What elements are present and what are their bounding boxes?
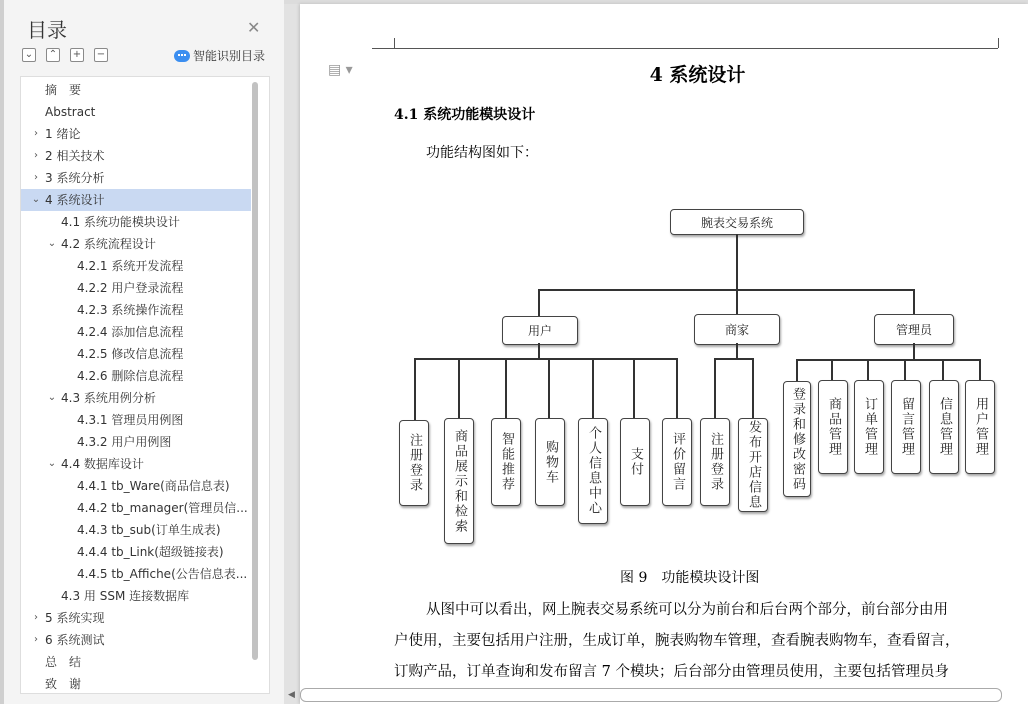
- diagram-merchant-child: 发布开店信息: [738, 418, 768, 512]
- diagram-line: [752, 358, 754, 418]
- diagram-line: [505, 358, 507, 418]
- toc-item[interactable]: [21, 629, 251, 651]
- toc-item[interactable]: [21, 233, 251, 255]
- intro-text: 功能结构图如下：: [426, 145, 538, 161]
- toc-item-label: 5 系统实现: [45, 611, 105, 625]
- toc-item-label: 摘 要: [45, 83, 82, 97]
- diagram-user-child: 个人信息中心: [578, 418, 608, 524]
- diagram-user-child: 评价留言: [662, 418, 692, 506]
- section-title: 4.1 系统功能模块设计: [394, 107, 536, 123]
- toc-item[interactable]: [21, 431, 251, 453]
- page-icon[interactable]: ▤ ▾: [328, 62, 353, 78]
- diagram-user-child: 智能推荐: [491, 418, 521, 506]
- chevron-down-icon[interactable]: ⌄: [47, 458, 57, 469]
- diagram-line: [633, 358, 635, 418]
- chevron-down-icon[interactable]: ⌄: [31, 194, 41, 205]
- diagram-line: [913, 289, 915, 314]
- toc-item[interactable]: [21, 299, 251, 321]
- diagram-user-box: 用户: [502, 316, 578, 345]
- toc-item-label: 4.3 系统用例分析: [61, 391, 156, 405]
- toc-item[interactable]: [21, 519, 251, 541]
- toc-item[interactable]: [21, 167, 251, 189]
- figure-caption: 图 9 功能模块设计图: [620, 570, 760, 586]
- diagram-admin-box: 管理员: [874, 314, 954, 345]
- panel-edge: [0, 0, 4, 704]
- scroll-left-icon[interactable]: ◀: [288, 690, 295, 700]
- horizontal-scrollbar[interactable]: [300, 688, 1002, 702]
- toc-item[interactable]: [21, 343, 251, 365]
- diagram-line: [676, 358, 678, 418]
- header-corner-right: [998, 38, 999, 48]
- toc-item[interactable]: [21, 145, 251, 167]
- diagram-user-child: 支付: [620, 418, 650, 506]
- toc-item-label: 4.3.1 管理员用例图: [77, 413, 184, 427]
- toc-item[interactable]: [21, 101, 251, 123]
- toc-item-label: 总 结: [45, 655, 82, 669]
- diagram-line: [736, 343, 738, 359]
- toc-item-label: 6 系统测试: [45, 633, 105, 647]
- body-text-line: 从图中可以看出，网上腕表交易系统可以分为前台和后台两个部分，前台部分由用: [426, 602, 948, 618]
- diagram-user-child: 注册登录: [399, 420, 429, 506]
- diagram-admin-child: 订单管理: [854, 380, 884, 474]
- diagram-line: [538, 289, 540, 316]
- diagram-admin-child: 用户管理: [965, 380, 995, 474]
- toc-item[interactable]: [21, 211, 251, 233]
- diagram-line: [904, 359, 906, 380]
- chevron-right-icon[interactable]: ›: [34, 128, 38, 139]
- document-gutter: [284, 4, 300, 704]
- diagram-line: [867, 359, 869, 380]
- diagram-line: [714, 358, 753, 360]
- toc-item-label: 4.2.2 用户登录流程: [77, 281, 184, 295]
- toc-item[interactable]: [21, 277, 251, 299]
- collapse-all-icon[interactable]: ⌄: [22, 48, 36, 62]
- plus-icon[interactable]: +: [70, 48, 84, 62]
- toc-item[interactable]: [21, 321, 251, 343]
- toc-item[interactable]: [21, 541, 251, 563]
- diagram-line: [796, 359, 798, 381]
- chevron-down-icon[interactable]: ⌄: [47, 392, 57, 403]
- chevron-right-icon[interactable]: ›: [34, 172, 38, 183]
- toc-scrollbar[interactable]: [252, 82, 258, 660]
- toc-item-label: 4.3.2 用户用例图: [77, 435, 172, 449]
- toc-item-label: 4.4.4 tb_Link(超级链接表): [77, 545, 224, 559]
- toc-item[interactable]: [21, 475, 251, 497]
- toc-item-label: 1 绪论: [45, 127, 81, 141]
- toc-item-label: 4.2.5 修改信息流程: [77, 347, 184, 361]
- diagram-line: [942, 359, 944, 380]
- diagram-line: [736, 289, 738, 314]
- chevron-right-icon[interactable]: ›: [34, 612, 38, 623]
- toc-item-label: 致 谢: [45, 677, 82, 691]
- chevron-down-icon[interactable]: ⌄: [47, 238, 57, 249]
- diagram-admin-child: 留言管理: [891, 380, 921, 474]
- smart-toc-button[interactable]: [174, 47, 265, 64]
- diagram-line: [414, 358, 416, 420]
- diagram-root-box: 腕表交易系统: [670, 209, 804, 235]
- toc-item-label: 4.2.1 系统开发流程: [77, 259, 184, 273]
- diagram-line: [913, 343, 915, 360]
- toc-item-label: 4.2.6 删除信息流程: [77, 369, 184, 383]
- toc-item-label: 4.4 数据库设计: [61, 457, 144, 471]
- toc-item-label: 4.4.1 tb_Ware(商品信息表): [77, 479, 230, 493]
- toc-item-label: 3 系统分析: [45, 171, 105, 185]
- chevron-right-icon[interactable]: ›: [34, 634, 38, 645]
- header-rule: [372, 48, 998, 49]
- diagram-line: [548, 358, 550, 418]
- smart-toc-label: 智能识别目录: [193, 49, 266, 63]
- toc-item[interactable]: [21, 387, 251, 409]
- toc-item[interactable]: [21, 607, 251, 629]
- diagram-admin-child: 登录和修改密码: [783, 381, 811, 497]
- diagram-line: [458, 358, 460, 418]
- toc-item[interactable]: [21, 453, 251, 475]
- diagram-admin-child: 信息管理: [929, 380, 959, 474]
- diagram-line: [714, 358, 716, 418]
- toc-panel: [0, 0, 285, 704]
- toc-list: [20, 76, 270, 694]
- toc-item-label: 4.1 系统功能模块设计: [61, 215, 180, 229]
- toc-item[interactable]: [21, 365, 251, 387]
- toc-item[interactable]: [21, 585, 251, 607]
- toc-item-label: 4.2 系统流程设计: [61, 237, 156, 251]
- toc-item[interactable]: [21, 673, 251, 694]
- toc-item[interactable]: [21, 563, 251, 585]
- toc-title: 目录: [27, 18, 67, 42]
- smart-toc-icon: [174, 50, 190, 62]
- diagram-user-child: 商品展示和检索: [444, 418, 474, 544]
- toc-item[interactable]: [21, 497, 251, 519]
- toc-item-label: 4.4.2 tb_manager(管理员信...: [77, 501, 248, 515]
- diagram-user-child: 购物车: [535, 418, 565, 506]
- diagram-admin-child: 商品管理: [818, 380, 848, 474]
- toc-item[interactable]: [21, 79, 251, 101]
- chapter-title: 4 系统设计: [649, 64, 746, 86]
- toc-item[interactable]: [21, 123, 251, 145]
- diagram-line: [538, 289, 914, 291]
- diagram-line: [979, 359, 981, 380]
- toc-item-label: 4.4.3 tb_sub(订单生成表): [77, 523, 221, 537]
- diagram-merchant-box: 商家: [694, 314, 780, 345]
- diagram-line: [831, 359, 833, 380]
- toc-item-label: 4.2.4 添加信息流程: [77, 325, 184, 339]
- diagram-line: [414, 358, 677, 360]
- diagram-line: [592, 358, 594, 418]
- diagram-merchant-child: 注册登录: [700, 418, 730, 506]
- minus-icon[interactable]: −: [94, 48, 108, 62]
- toc-item-label: 4.4.5 tb_Affiche(公告信息表...: [77, 567, 248, 581]
- body-text-line: 订购产品，订单查询和发布留言 7 个模块；后台部分由管理员使用，主要包括管理员身: [394, 664, 949, 680]
- toc-item-label: 4.2.3 系统操作流程: [77, 303, 184, 317]
- header-corner-left: [394, 38, 395, 48]
- diagram-line: [796, 359, 980, 361]
- toc-item[interactable]: [21, 189, 251, 211]
- diagram-line: [538, 343, 540, 359]
- body-text-line: 户使用，主要包括用户注册，生成订单，腕表购物车管理，查看腕表购物车，查看留言，: [394, 633, 960, 649]
- chevron-right-icon[interactable]: ›: [34, 150, 38, 161]
- toc-item-label: 4.3 用 SSM 连接数据库: [61, 589, 190, 603]
- toc-item[interactable]: [21, 255, 251, 277]
- toc-item-label: 4 系统设计: [45, 193, 105, 207]
- toc-item[interactable]: [21, 651, 251, 673]
- toc-item[interactable]: [21, 409, 251, 431]
- expand-up-icon[interactable]: ⌃: [46, 48, 60, 62]
- toc-item-label: Abstract: [45, 105, 96, 119]
- diagram-line: [736, 234, 738, 290]
- toc-item-label: 2 相关技术: [45, 149, 105, 163]
- close-icon[interactable]: ✕: [247, 18, 261, 37]
